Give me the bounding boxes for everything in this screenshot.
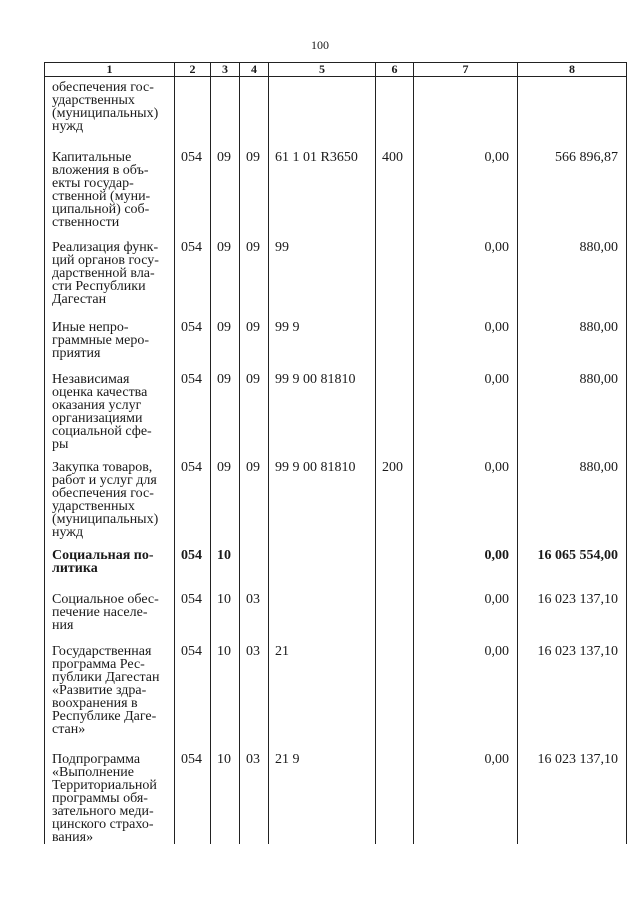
expense-type-cell [376,77,414,143]
section-cell [211,77,240,143]
row-name-cell: обеспечения гос- ударственных (муниципальных) нужд [45,77,175,143]
expense-type-cell [376,541,414,585]
table-row [45,233,627,313]
total-amount-cell: 16 065 554,00 [518,541,627,585]
total-amount-cell: 16 023 137,10 [518,637,627,745]
expense-type-cell [376,233,414,313]
table-row [45,541,627,585]
table-row [45,453,627,541]
row-name-cell: Иные непро- граммные меро- приятия [45,313,175,365]
amount-cell: 0,00 [414,365,518,453]
target-article-cell [269,585,376,637]
table-header-row [45,63,627,77]
table-row [45,143,627,233]
subsection-cell: 09 [240,233,269,313]
amount-cell: 0,00 [414,745,518,844]
subsection-cell: 03 [240,637,269,745]
table-row [45,585,627,637]
table-row [45,77,627,143]
subsection-cell: 03 [240,745,269,844]
section-cell: 10 [211,637,240,745]
expense-type-cell [376,365,414,453]
total-amount-cell: 880,00 [518,233,627,313]
target-article-cell [269,541,376,585]
subsection-cell: 03 [240,585,269,637]
amount-cell [414,77,518,143]
target-article-cell [269,77,376,143]
header-cell: 5 [269,63,376,77]
row-name-cell: Подпрограмма «Выполнение Территориальной программы обя- зательного меди- цинского страхо- вания» [45,745,175,844]
row-name-cell: Государственная программа Рес- публики Дагестан «Развитие здра- воохранения в Республике Даге- стан» [45,637,175,745]
page-number: 100 [311,38,329,52]
total-amount-cell: 16 023 137,10 [518,585,627,637]
header-cell: 3 [211,63,240,77]
total-amount-cell: 880,00 [518,313,627,365]
amount-cell: 0,00 [414,453,518,541]
row-name-cell: Реализация функ- ций органов госу- дарственной вла- сти Республики Дагестан [45,233,175,313]
target-article-cell: 21 [269,637,376,745]
expense-type-cell [376,585,414,637]
header-cell: 1 [45,63,175,77]
target-article-cell: 99 9 00 81810 [269,365,376,453]
amount-cell: 0,00 [414,585,518,637]
total-amount-cell: 566 896,87 [518,143,627,233]
gov-code-cell: 054 [175,233,211,313]
header-cell: 7 [414,63,518,77]
expense-type-cell [376,745,414,844]
header-cell: 6 [376,63,414,77]
expense-type-cell [376,637,414,745]
expense-type-cell [376,313,414,365]
target-article-cell: 61 1 01 R3650 [269,143,376,233]
gov-code-cell: 054 [175,453,211,541]
subsection-cell [240,541,269,585]
gov-code-cell: 054 [175,745,211,844]
row-name-cell: Социальное обес- печение населе- ния [45,585,175,637]
row-name-cell: Капитальные вложения в объ- екты государ- ственной (муни- ципальной) соб- ственности [45,143,175,233]
amount-cell: 0,00 [414,233,518,313]
section-cell: 09 [211,233,240,313]
target-article-cell: 21 9 [269,745,376,844]
subsection-cell: 09 [240,453,269,541]
target-article-cell: 99 9 00 81810 [269,453,376,541]
section-cell: 09 [211,313,240,365]
section-cell: 10 [211,745,240,844]
subsection-cell: 09 [240,313,269,365]
header-cell: 4 [240,63,269,77]
gov-code-cell: 054 [175,143,211,233]
table-row [45,637,627,745]
expense-type-cell: 400 [376,143,414,233]
row-name-cell: Социальная по- литика [45,541,175,585]
gov-code-cell: 054 [175,365,211,453]
amount-cell: 0,00 [414,637,518,745]
target-article-cell: 99 [269,233,376,313]
subsection-cell [240,77,269,143]
gov-code-cell: 054 [175,541,211,585]
gov-code-cell: 054 [175,585,211,637]
subsection-cell: 09 [240,365,269,453]
gov-code-cell: 054 [175,313,211,365]
gov-code-cell [175,77,211,143]
target-article-cell: 99 9 [269,313,376,365]
amount-cell: 0,00 [414,313,518,365]
section-cell: 10 [211,541,240,585]
total-amount-cell: 16 023 137,10 [518,745,627,844]
table-row [45,313,627,365]
header-cell: 8 [518,63,627,77]
amount-cell: 0,00 [414,143,518,233]
total-amount-cell: 880,00 [518,365,627,453]
total-amount-cell [518,77,627,143]
amount-cell: 0,00 [414,541,518,585]
subsection-cell: 09 [240,143,269,233]
total-amount-cell: 880,00 [518,453,627,541]
gov-code-cell: 054 [175,637,211,745]
row-name-cell: Независимая оценка качества оказания услуг организациями социальной сфе- ры [45,365,175,453]
expense-type-cell: 200 [376,453,414,541]
table-row [45,365,627,453]
section-cell: 09 [211,365,240,453]
section-cell: 09 [211,143,240,233]
row-name-cell: Закупка товаров, работ и услуг для обеспечения гос- ударственных (муниципальных) нужд [45,453,175,541]
budget-table [44,62,627,844]
section-cell: 10 [211,585,240,637]
table-row [45,745,627,844]
header-cell: 2 [175,63,211,77]
section-cell: 09 [211,453,240,541]
